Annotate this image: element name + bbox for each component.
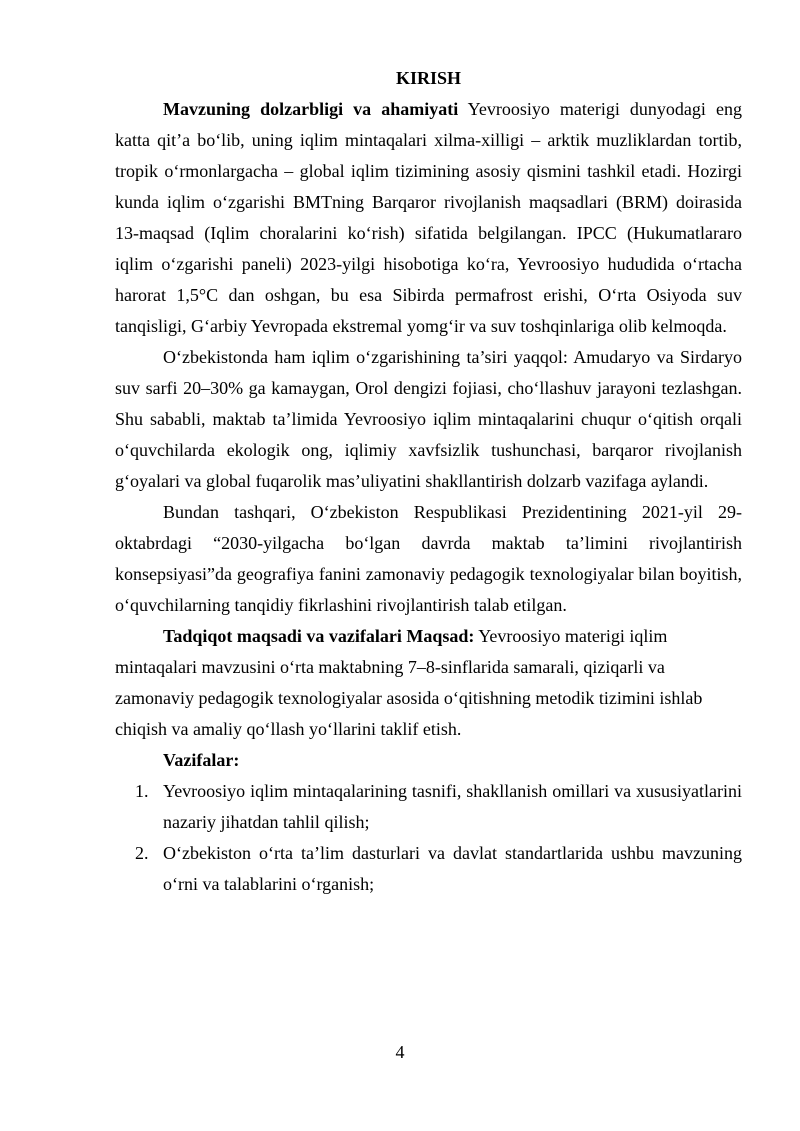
paragraph-text: Yevroosiyo materigi iqlim mintaqalari mavzusini o‘rta maktabning 7–8-sinflarida samarali, qiziqarli va zamonaviy pedagogik texnologiyalar asosida o‘qitishning metodik tizimini ishlab chiqish va amaliy qo‘llash yo‘llarini taklif etish. <box>115 626 703 739</box>
section-heading: KIRISH <box>395 68 462 88</box>
list-item-number: 2. <box>135 843 149 863</box>
page-number: 4 <box>395 1042 405 1062</box>
list-item <box>115 776 742 838</box>
list-item-text: O‘zbekiston o‘rta ta’lim dasturlari va davlat standartlarida ushbu mavzuning o‘rni va talablarini o‘rganish; <box>163 843 742 894</box>
paragraph-goal <box>115 621 742 745</box>
list-item <box>115 838 742 900</box>
paragraph-uzbekistan-impact: O‘zbekistonda ham iqlim o‘zgarishining ta’siri yaqqol: Amudaryo va Sirdaryo suv sarfi 20–30% ga kamaygan, Orol dengizi fojiasi, cho‘llashuv jarayoni tezlashgan. Shu sababli, maktab ta’limida Yevroosiyo iqlim mintaqalarini chuqur o‘qitish orqali o‘quvchilarda ekologik ong, iqlimiy xavfsizlik tushunchasi, barqaror rivojlanish g‘oyalari va global fuqarolik mas’uliyatini shakllantirish dolzarb vazifaga aylandi. <box>115 347 742 491</box>
tasks-list <box>115 776 742 900</box>
tasks-heading: Vazifalar: <box>163 750 240 770</box>
page-content <box>115 62 742 900</box>
paragraph-concept: Bundan tashqari, O‘zbekiston Respublikasi Prezidentining 2021-yil 29-oktabrdagi “2030-yilgacha bo‘lgan davrda maktab ta’limini rivojlantirish konsepsiyasi”da geografiya fanini zamonaviy pedagogik texnologiyalar bilan boyitish, o‘quvchilarning tanqidiy fikrlashini rivojlantirish talab etilgan. <box>115 502 742 615</box>
paragraph-relevance <box>115 94 742 342</box>
paragraph-lead: Tadqiqot maqsadi va vazifalari Maqsad: <box>163 626 475 646</box>
paragraph-lead: Mavzuning dolzarbligi va ahamiyati <box>163 99 459 119</box>
paragraph-text: Yevroosiyo materigi dunyodagi eng katta qit’a bo‘lib, uning iqlim mintaqalari xilma-xilligi – arktik muzliklardan tortib, tropik o‘rmonlargacha – global iqlim tizimining asosiy qismini tashkil etadi. Hozirgi kunda iqlim o‘zgarishi BMTning Barqaror rivojlanish maqsadlari (BRM) doirasida 13-maqsad (Iqlim choralarini ko‘rish) sifatida belgilangan. IPCC (Hukumatlararo iqlim o‘zgarishi paneli) 2023-yilgi hisobotiga ko‘ra, Yevroosiyo hududida o‘rtacha harorat 1,5°C dan oshgan, bu esa Sibirda permafrost erishi, O‘rta Osiyoda suv tanqisligi, G‘arbiy Yevropada ekstremal yomg‘ir va suv toshqinlariga olib kelmoqda. <box>115 99 742 336</box>
list-item-text: Yevroosiyo iqlim mintaqalarining tasnifi, shakllanish omillari va xususiyatlarini nazariy jihatdan tahlil qilish; <box>163 781 742 832</box>
list-item-number: 1. <box>135 781 149 801</box>
